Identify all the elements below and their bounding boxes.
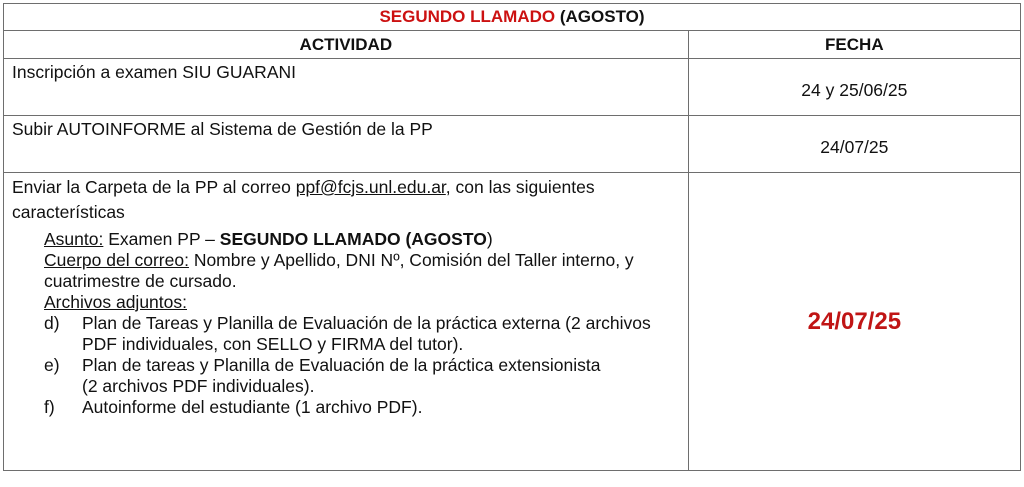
activity-cell: Subir AUTOINFORME al Sistema de Gestión de la PP [4, 116, 689, 173]
list-item [4, 313, 688, 355]
adjuntos-line [4, 292, 688, 313]
adjuntos-label: Archivos adjuntos: [44, 292, 187, 312]
activity-cell: Inscripción a examen SIU GUARANI [4, 59, 689, 116]
table-row [4, 59, 1021, 116]
email-instructions [4, 173, 688, 225]
activity-cell [4, 173, 689, 471]
list-text: Plan de Tareas y Planilla de Evaluación de la práctica externa (2 archivos PDF individuales, con SELLO y FIRMA del tutor). [82, 313, 651, 354]
asunto-end: ) [486, 229, 493, 249]
cuerpo-label: Cuerpo del correo: [44, 250, 189, 270]
list-item [4, 397, 688, 418]
asunto-text: Examen PP – [103, 229, 220, 249]
intro-text-end: , con las siguientes características [12, 177, 595, 222]
list-text: Plan de tareas y Planilla de Evaluación de la práctica extensionista (2 archivos PDF individuales). [82, 355, 601, 396]
header-activity: ACTIVIDAD [4, 31, 689, 59]
intro-text: Enviar la Carpeta de la PP al correo [12, 177, 296, 197]
title-main: SEGUNDO LLAMADO [379, 7, 556, 26]
asunto-line [4, 229, 688, 250]
list-text: Autoinforme del estudiante (1 archivo PDF). [82, 397, 423, 417]
list-marker: d) [44, 313, 60, 333]
list-item [4, 355, 688, 397]
cuerpo-line [4, 250, 688, 292]
title-suffix: (AGOSTO) [555, 7, 645, 26]
table-title [4, 4, 1021, 31]
list-marker: e) [44, 355, 60, 375]
asunto-bold: SEGUNDO LLAMADO (AGOSTO [219, 229, 487, 249]
asunto-label: Asunto: [44, 229, 104, 249]
table-row [4, 173, 1021, 471]
list-marker: f) [44, 397, 55, 417]
table-row [4, 116, 1021, 173]
cuerpo-text: Nombre y Apellido, DNI Nº, Comisión del Taller interno, y cuatrimestre de cursado. [44, 250, 634, 291]
date-cell-highlight: 24/07/25 [688, 173, 1020, 471]
header-date: FECHA [688, 31, 1020, 59]
email-link[interactable]: ppf@fcjs.unl.edu.ar [295, 177, 446, 197]
date-cell: 24 y 25/06/25 [688, 59, 1020, 116]
date-cell: 24/07/25 [688, 116, 1020, 173]
schedule-table [3, 3, 1021, 471]
